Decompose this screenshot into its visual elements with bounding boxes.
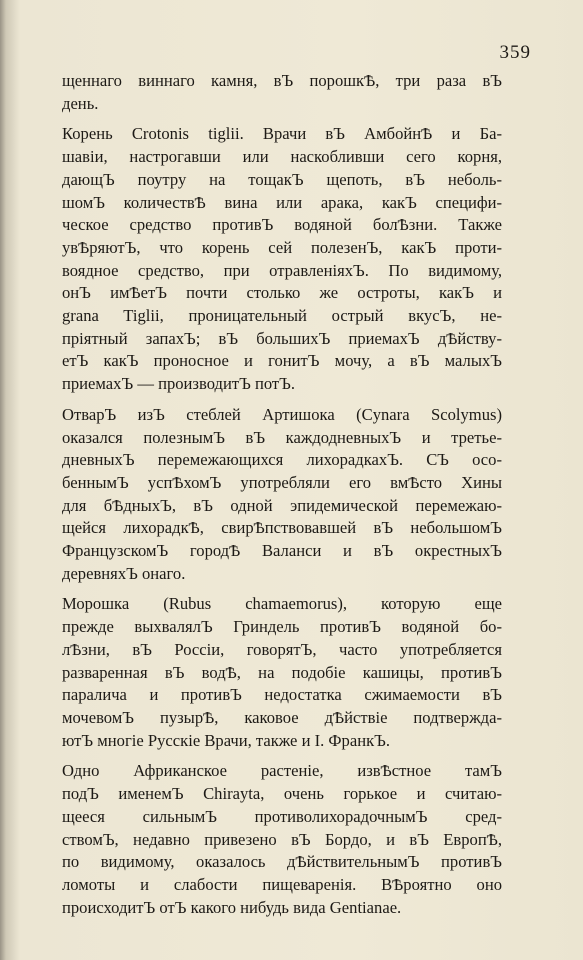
text-line: увѢряютЪ, что корень сей полезенЪ, какЪ проти- — [62, 237, 502, 257]
paragraph-3 — [62, 404, 502, 586]
text-line: деревняхЪ онаго. — [62, 563, 186, 583]
text-line: Корень Crotonis tiglii. Врачи вЪ АмбойнѢ и Ба- — [62, 124, 502, 144]
text-line: шомЪ количествѢ вина или арака, какЪ специфи- — [62, 192, 502, 212]
text-line: Одно Африканское растеніе, извѢстное тамЪ — [62, 761, 502, 781]
text-line: приемахЪ — производитЪ потЪ. — [62, 374, 296, 394]
text-line: щееся сильнымЪ противолихорадочнымЪ сред- — [62, 806, 502, 826]
text-line: grana Tiglii, проницательный острый вкусЪ, не- — [62, 306, 502, 326]
text-line: для бѢдныхЪ, вЪ одной эпидемической перемежаю- — [62, 495, 502, 515]
text-line: ломоты и слабости пищеваренія. ВѢроятно оно — [62, 874, 502, 894]
text-line: день. — [62, 93, 99, 113]
text-line: подЪ именемЪ Chirayta, очень горькое и считаю- — [62, 784, 502, 804]
text-line: лѢзни, вЪ Россіи, говорятЪ, часто употребляется — [62, 639, 502, 659]
text-line: мочевомЪ пузырѢ, каковое дѢйствіе подтвержда- — [62, 707, 502, 727]
text-line: етЪ какЪ проносное и гонитЪ мочу, а вЪ малыхЪ — [62, 351, 502, 371]
text-line: ческое средство противЪ водяной болѢзни. Также — [62, 215, 502, 235]
text-line: оказался полезнымЪ вЪ каждодневныхЪ и третье- — [62, 427, 502, 447]
text-line: воядное средство, при отравленіяхЪ. По видимому, — [62, 260, 502, 280]
body-text — [62, 70, 502, 927]
paragraph-5 — [62, 760, 502, 919]
paragraph-4 — [62, 593, 502, 752]
text-line: ютЪ многіе Русскіе Врачи, также и I. ФранкЪ. — [62, 730, 391, 750]
text-line: ствомЪ, недавно привезено вЪ Бордо, и вЪ ЕвропѢ, — [62, 829, 502, 849]
paragraph-1 — [62, 70, 502, 115]
text-line: беннымЪ успѢхомЪ употребляли его вмѢсто Хины — [62, 472, 502, 492]
text-line: шавіи, настрогавши или наскобливши сего корня, — [62, 147, 502, 167]
text-line: дающЪ поутру на тощакЪ щепоть, вЪ неболь- — [62, 169, 502, 189]
page-number: 359 — [499, 42, 531, 63]
text-line: ОтварЪ изЪ стеблей Артишока (Cynara Scolymus) — [62, 404, 502, 424]
text-line: дневныхЪ перемежающихся лихорадкахЪ. СЪ осо- — [62, 450, 502, 470]
text-line: щейся лихорадкѢ, свирѢпствовавшей вЪ небольшомЪ — [62, 518, 502, 538]
text-line: пріятный запахЪ; вЪ большихЪ приемахЪ дѢйству- — [62, 328, 502, 348]
text-line: онЪ имѢетЪ почти столько же остроты, какЪ и — [62, 283, 502, 303]
text-line: ФранцузскомЪ городѢ Валанси и вЪ окрестныхЪ — [62, 541, 502, 561]
text-line: прежде выхвалялЪ Гриндель противЪ водяной бо- — [62, 617, 502, 637]
text-line: по видимому, оказалось дѢйствительнымЪ противЪ — [62, 852, 502, 872]
text-line: разваренная вЪ водѢ, на подобіе кашицы, противЪ — [62, 662, 502, 682]
text-line: паралича и противЪ недостатка сжимаемости вЪ — [62, 685, 502, 705]
text-line: Морошка (Rubus chamaemorus), которую еще — [62, 594, 502, 614]
paragraph-2 — [62, 123, 502, 395]
text-line: щеннаго виннаго камня, вЪ порошкѢ, три раза вЪ — [62, 71, 502, 90]
text-line: происходитЪ отЪ какого нибудь вида Gentianae. — [62, 897, 402, 917]
